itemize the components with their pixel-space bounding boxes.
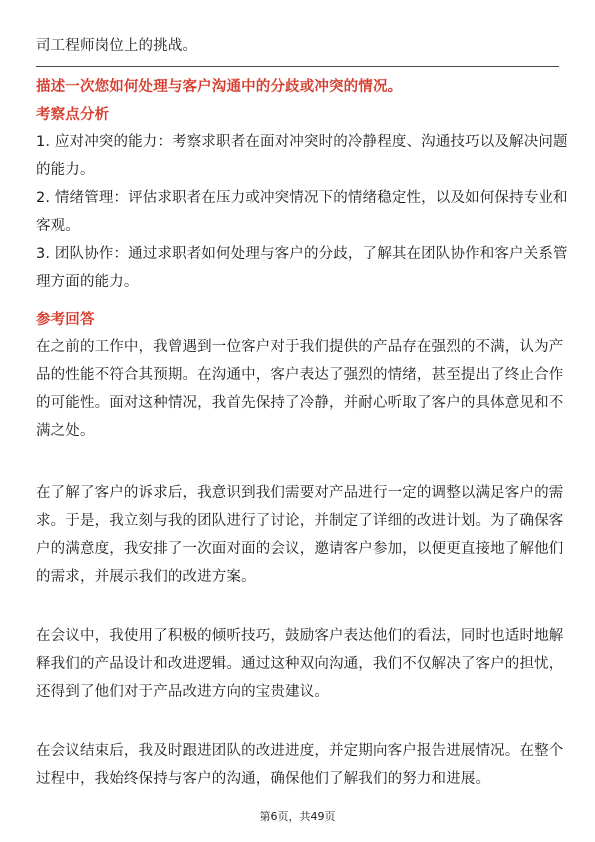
answer-line: 的可能性。面对这种情况，我首先保持了冷静，并耐心听取了客户的具体意见和不 (36, 395, 564, 411)
carryover-text: 司工程师岗位上的挑战。 (36, 38, 198, 54)
answer-paragraph (36, 737, 563, 793)
answer-paragraph (36, 622, 563, 706)
answer-paragraph (36, 479, 563, 591)
answer-line: 释我们的产品设计和改进逻辑。通过这种双向沟通，我们不仅解决了客户的担忧， (36, 656, 564, 672)
analysis-line: 2. 情绪管理：评估求职者在压力或冲突情况下的情绪稳定性，以及如何保持专业和 (36, 190, 568, 206)
analysis-line: 1. 应对冲突的能力：考察求职者在面对冲突时的冷静程度、沟通技巧以及解决问题 (36, 134, 568, 150)
page-number: 第6页，共49页 (259, 810, 336, 823)
question-title: 描述一次您如何处理与客户沟通中的分歧或冲突的情况。 (36, 79, 403, 95)
analysis-list (36, 128, 568, 296)
analysis-line: 3. 团队协作：通过求职者如何处理与客户的分歧，了解其在团队协作和客户关系管 (36, 246, 568, 262)
analysis-heading: 考察点分析 (36, 107, 110, 123)
section-divider (36, 66, 559, 67)
answer-heading: 参考回答 (36, 312, 95, 328)
answer-line: 在了解了客户的诉求后，我意识到我们需要对产品进行一定的调整以满足客户的需 (36, 485, 564, 501)
answer-line: 在之前的工作中，我曾遇到一位客户对于我们提供的产品存在强烈的不满，认为产 (36, 339, 564, 355)
analysis-line: 客观。 (36, 218, 80, 234)
answer-line: 过程中，我始终保持与客户的沟通，确保他们了解我们的努力和进展。 (36, 771, 491, 787)
answer-line: 满之处。 (36, 423, 95, 439)
answer-line: 的需求，并展示我们的改进方案。 (36, 569, 256, 585)
answer-line: 在会议结束后，我及时跟进团队的改进进度，并定期向客户报告进展情况。在整个 (36, 743, 564, 759)
answer-line: 在会议中，我使用了积极的倾听技巧，鼓励客户表达他们的看法，同时也适时地解 (36, 628, 564, 644)
answer-line: 求。于是，我立刻与我的团队进行了讨论，并制定了详细的改进计划。为了确保客 (36, 513, 564, 529)
analysis-line: 的能力。 (36, 162, 95, 178)
answer-line: 还得到了他们对于产品改进方向的宝贵建议。 (36, 684, 329, 700)
analysis-line: 理方面的能力。 (36, 274, 139, 290)
answer-line: 户的满意度，我安排了一次面对面的会议，邀请客户参加，以便更直接地了解他们 (36, 541, 564, 557)
answer-paragraph (36, 333, 563, 445)
answer-line: 品的性能不符合其预期。在沟通中，客户表达了强烈的情绪，甚至提出了终止合作 (36, 367, 564, 383)
